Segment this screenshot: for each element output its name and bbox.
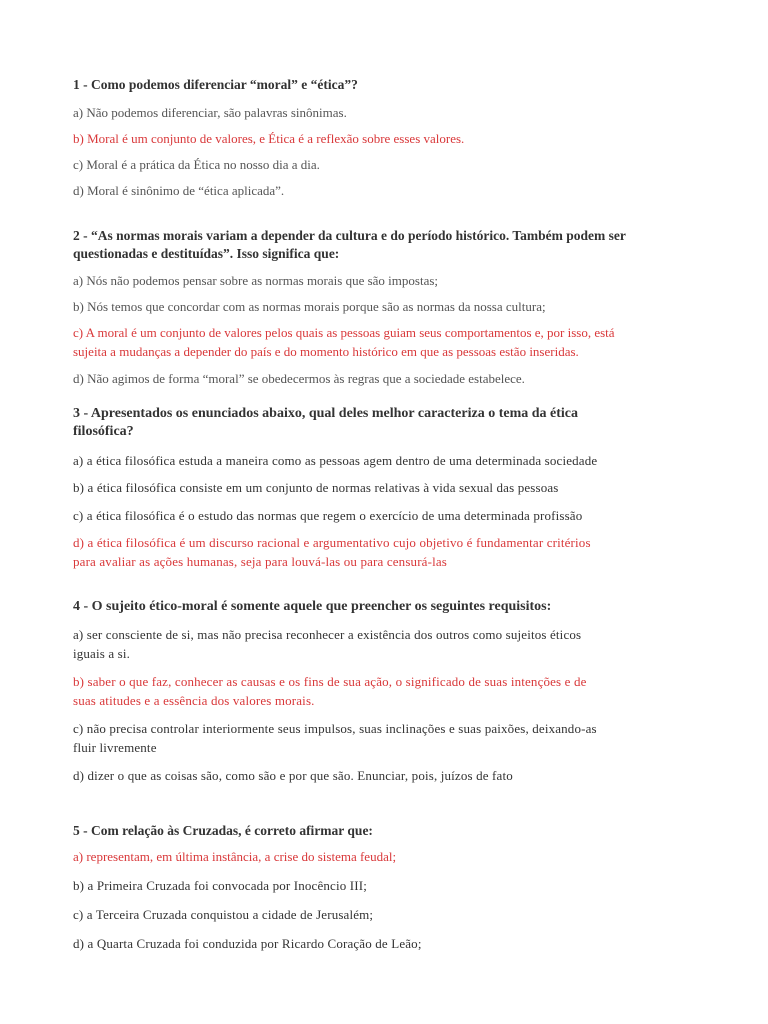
question-2-option-c-correct-line-1: c) A moral é um conjunto de valores pelos quais as pessoas guiam seus comportamentos e, por isso, está	[73, 325, 615, 340]
question-2-option-b: b) Nós temos que concordar com as normas morais porque são as normas da nossa cultura;	[73, 299, 546, 314]
question-2-option-a: a) Nós não podemos pensar sobre as normas morais que são impostas;	[73, 273, 439, 288]
question-3-option-d-correct-line-1: d) a ética filosófica é um discurso racional e argumentativo cujo objetivo é fundamentar critérios	[73, 535, 591, 550]
question-4-option-c-line-2: fluir livremente	[73, 740, 157, 755]
question-4-option-b-correct-line-1: b) saber o que faz, conhecer as causas e os fins de sua ação, o significado de suas intenções e de	[73, 674, 587, 689]
question-1-option-d: d) Moral é sinônimo de “ética aplicada”.	[73, 183, 285, 198]
question-3-stem-line-1: 3 - Apresentados os enunciados abaixo, qual deles melhor caracteriza o tema da ética	[73, 406, 579, 421]
question-4-stem: 4 - O sujeito ético-moral é somente aquele que preencher os seguintes requisitos:	[73, 599, 552, 614]
question-1-option-a: a) Não podemos diferenciar, são palavras sinônimas.	[73, 105, 347, 120]
question-5-option-b: b) a Primeira Cruzada foi convocada por Inocêncio III;	[73, 878, 367, 893]
question-4-option-d: d) dizer o que as coisas são, como são e por que são. Enunciar, pois, juízos de fato	[73, 768, 513, 783]
question-3-stem-line-2: filosófica?	[73, 424, 134, 439]
question-4-option-b-correct-line-2: suas atitudes e a essência dos valores morais.	[73, 693, 315, 708]
question-3-option-a: a) a ética filosófica estuda a maneira como as pessoas agem dentro de uma determinada sociedade	[73, 453, 598, 468]
question-3-option-b: b) a ética filosófica consiste em um conjunto de normas relativas à vida sexual das pessoas	[73, 480, 559, 495]
question-1-option-c: c) Moral é a prática da Ética no nosso dia a dia.	[73, 157, 320, 172]
question-5-stem: 5 - Com relação às Cruzadas, é correto afirmar que:	[73, 823, 373, 838]
question-1-option-b-correct: b) Moral é um conjunto de valores, e Ética é a reflexão sobre esses valores.	[73, 131, 465, 146]
question-5-option-c: c) a Terceira Cruzada conquistou a cidade de Jerusalém;	[73, 907, 374, 922]
question-4-option-c-line-1: c) não precisa controlar interiormente seus impulsos, suas inclinações e suas paixões, deixando-as	[73, 721, 597, 736]
question-1-stem: 1 - Como podemos diferenciar “moral” e “ética”?	[73, 77, 358, 92]
question-2-stem-line-1: 2 - “As normas morais variam a depender da cultura e do período histórico. Também podem ser	[73, 228, 626, 243]
question-2-option-c-correct-line-2: sujeita a mudanças a depender do país e do momento histórico em que as pessoas estão inseridas.	[73, 344, 579, 359]
question-2-stem-line-2: questionadas e destituídas”. Isso significa que:	[73, 246, 340, 261]
question-5-option-a-correct: a) representam, em última instância, a crise do sistema feudal;	[73, 849, 397, 864]
question-3-option-c: c) a ética filosófica é o estudo das normas que regem o exercício de uma determinada profissão	[73, 508, 583, 523]
question-4-option-a-line-2: iguais a si.	[73, 646, 131, 661]
question-2-option-d: d) Não agimos de forma “moral” se obedecermos às regras que a sociedade estabelece.	[73, 371, 525, 386]
question-5-option-d: d) a Quarta Cruzada foi conduzida por Ricardo Coração de Leão;	[73, 936, 422, 951]
question-3-option-d-correct-line-2: para avaliar as ações humanas, seja para louvá-las ou para censurá-las	[73, 554, 447, 569]
question-4-option-a-line-1: a) ser consciente de si, mas não precisa reconhecer a existência dos outros como sujeitos éticos	[73, 627, 582, 642]
